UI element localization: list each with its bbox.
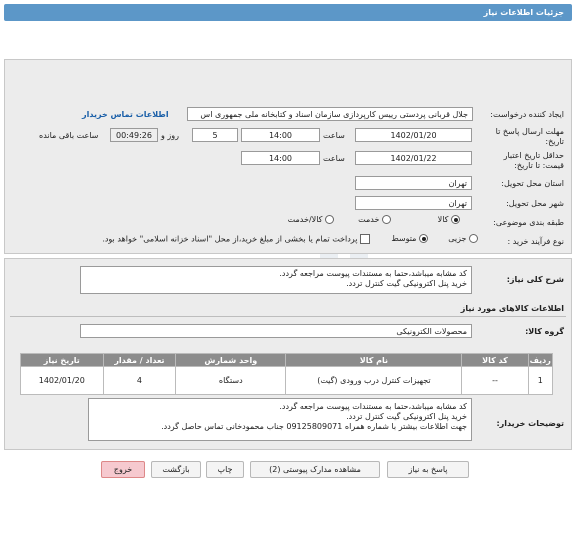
city-label: شهر محل تحویل:	[506, 199, 564, 208]
radio-icon	[469, 234, 478, 243]
col-unit-header: واحد شمارش	[176, 354, 286, 367]
deadline-time-field: 14:00	[241, 128, 320, 142]
radio-icon	[382, 215, 391, 224]
cell-name: تجهیزات کنترل درب ورودی (گیت)	[286, 367, 462, 395]
deadline-time-label: ساعت	[323, 131, 345, 140]
process-option-minor[interactable]: جزیی	[448, 234, 478, 243]
deadline-label: مهلت ارسال پاسخ تا تاریخ:	[495, 127, 564, 146]
creator-label: ایجاد کننده درخواست:	[490, 110, 564, 119]
col-name-header: نام کالا	[286, 354, 462, 367]
summary-line-1: کد مشابه میباشد،حتما به مستندات پیوست مراجعه گردد.	[279, 269, 467, 278]
goods-group-field: محصولات الکترونیکی	[80, 324, 472, 338]
buyer-notes-line-2: خرید پنل اکترونیکی گیت کنترل تردد.	[346, 412, 467, 421]
buyer-contact-link[interactable]: اطلاعات تماس خریدار	[82, 110, 169, 119]
price-validity-label: حداقل تاریخ اعتبار قیمت: تا تاریخ:	[503, 151, 564, 170]
divider	[10, 316, 566, 317]
summary-label: شرح کلی نیاز:	[506, 275, 564, 284]
process-option-medium[interactable]: متوسط	[391, 234, 428, 243]
reply-button[interactable]: پاسخ به نیاز	[387, 461, 469, 478]
goods-section-title: اطلاعات کالاهای مورد نیاز	[460, 304, 564, 313]
deadline-days-field: 5	[192, 128, 238, 142]
deadline-date-field: 1402/01/20	[355, 128, 472, 142]
table-row	[21, 367, 553, 395]
category-option-service[interactable]: خدمت	[358, 215, 391, 224]
col-row-header: ردیف	[529, 355, 551, 365]
price-validity-time-field: 14:00	[241, 151, 320, 165]
cell-code: --	[462, 367, 528, 395]
category-option-goods[interactable]: کالا	[438, 215, 460, 224]
province-label: استان محل تحویل:	[501, 179, 564, 188]
summary-line-2: خرید پنل اکترونیکی گیت کنترل تردد.	[346, 279, 467, 288]
remaining-time-label: ساعت باقی مانده	[39, 131, 99, 140]
summary-field	[80, 266, 472, 294]
price-validity-date-field: 1402/01/22	[355, 151, 472, 165]
category-option-goods-service[interactable]: کالا/خدمت	[288, 215, 334, 224]
table-header-row	[21, 354, 553, 367]
deadline-days-label: روز و	[161, 131, 179, 140]
col-date-header: تاریخ نیاز	[21, 354, 104, 367]
city-field: تهران	[355, 196, 472, 210]
exit-button[interactable]: خروج	[101, 461, 145, 478]
goods-group-label: گروه کالا:	[525, 327, 564, 336]
back-button[interactable]: بازگشت	[151, 461, 201, 478]
col-qty-header: تعداد / مقدار	[103, 354, 176, 367]
category-label: طبقه بندی موضوعی:	[493, 218, 564, 227]
view-attachments-button[interactable]: مشاهده مدارک پیوستی (2)	[250, 461, 380, 478]
cell-row: 1	[528, 367, 552, 395]
province-field: تهران	[355, 176, 472, 190]
cell-unit: دستگاه	[176, 367, 286, 395]
print-button[interactable]: چاپ	[206, 461, 244, 478]
cell-date: 1402/01/20	[21, 367, 104, 395]
radio-icon	[451, 215, 460, 224]
buyer-notes-line-3: جهت اطلاعات بیشتر با شماره همراه 09125809071 جناب محمودخانی تماس حاصل گردد.	[161, 422, 467, 431]
goods-table	[20, 353, 553, 395]
cell-qty: 4	[103, 367, 176, 395]
remaining-time-field: 00:49:26	[110, 128, 158, 142]
checkbox-icon	[360, 234, 370, 244]
process-label: نوع فرآیند خرید :	[507, 237, 564, 246]
radio-icon	[419, 234, 428, 243]
treasury-payment-checkbox[interactable]: پرداخت تمام یا بخشی از مبلغ خرید،از محل "اسناد خزانه اسلامی" خواهد بود.	[102, 234, 370, 244]
buyer-notes-label: توضیحات خریدار:	[496, 419, 564, 428]
page-title: جزئیات اطلاعات نیاز	[4, 4, 572, 21]
buyer-notes-field	[88, 398, 472, 441]
price-validity-time-label: ساعت	[323, 154, 345, 163]
creator-field: جلال قربانی پردستی رییس کارپردازی سازمان اسناد و کتابخانه ملی جمهوری اس	[187, 107, 473, 121]
col-code-header: کد کالا	[462, 354, 528, 367]
radio-icon	[325, 215, 334, 224]
buyer-notes-line-1: کد مشابه میباشد،حتما به مستندات پیوست مراجعه گردد.	[279, 402, 467, 411]
